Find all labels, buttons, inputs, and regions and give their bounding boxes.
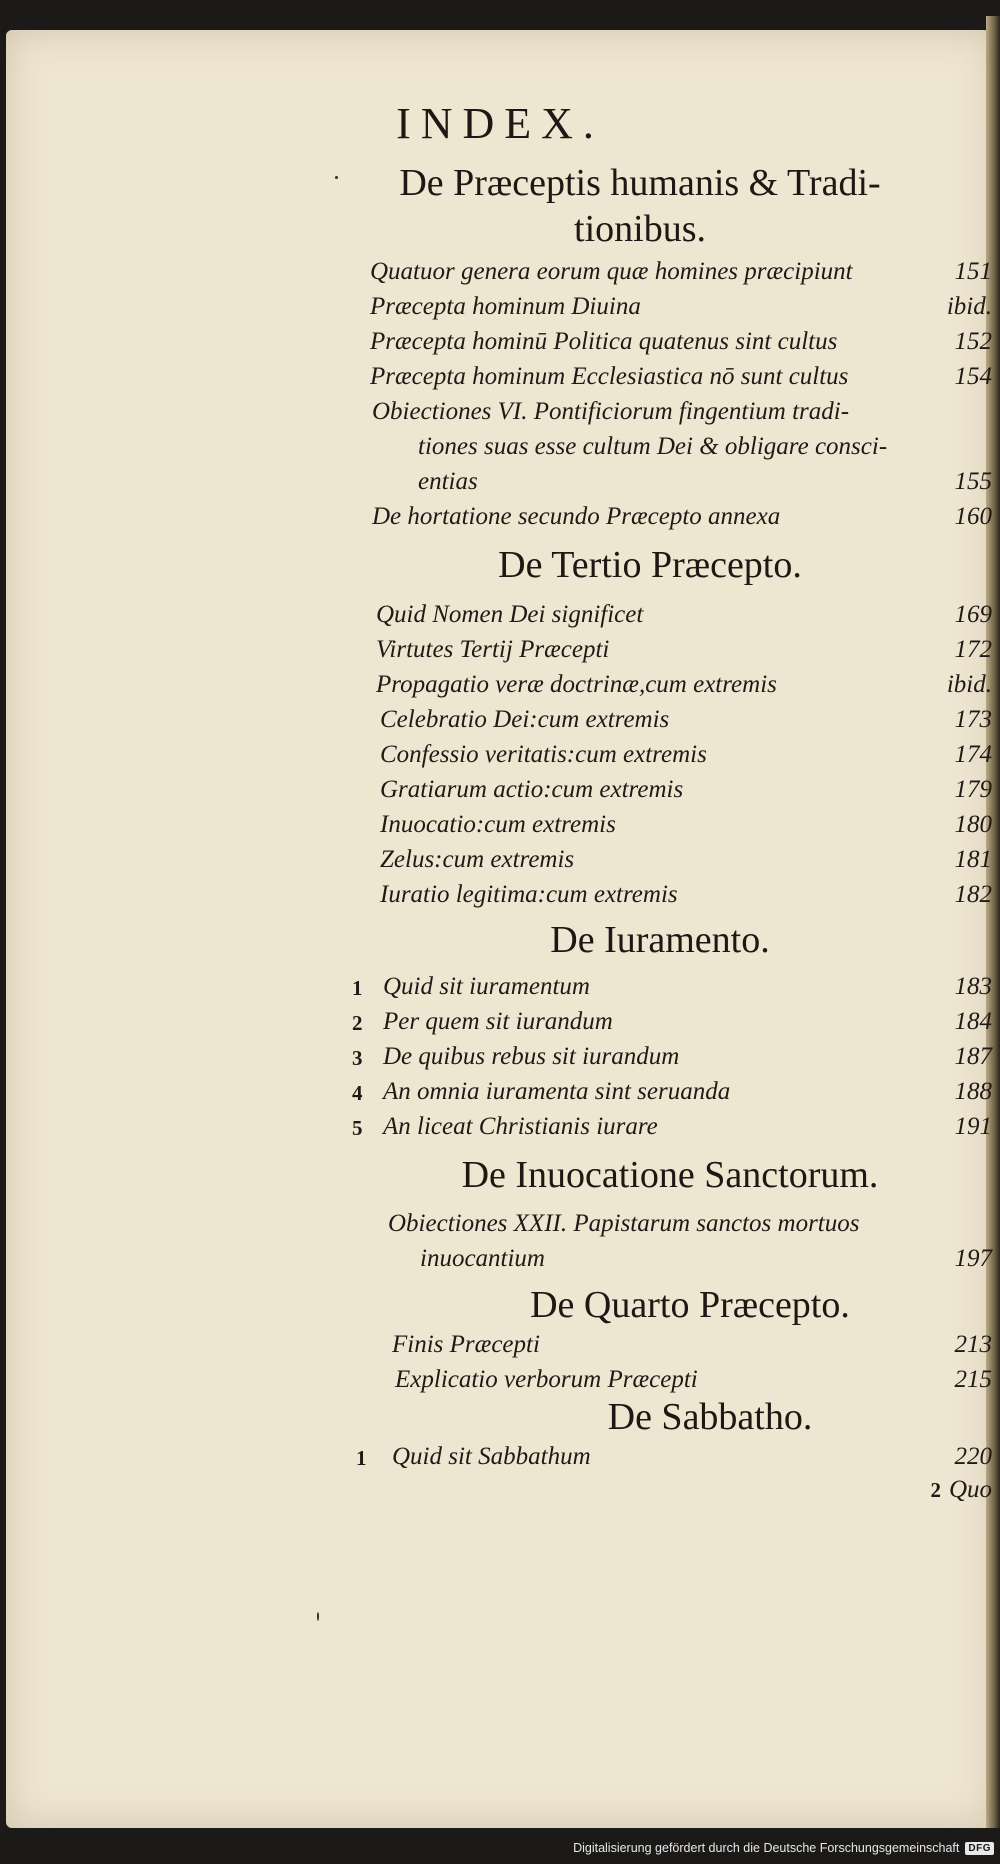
ink-speck [317, 1612, 319, 1621]
entry-text: Per quem sit iurandum [383, 1008, 613, 1035]
entry-page: 191 [954, 1113, 992, 1140]
entry-page: 188 [954, 1078, 992, 1105]
entry-page: 220 [954, 1443, 992, 1470]
entry-page: 184 [954, 1008, 992, 1035]
section-heading-third-precept [330, 542, 970, 588]
entry-page: 155 [954, 468, 992, 495]
entry-page: 183 [954, 973, 992, 1000]
entry-text: Quatuor genera eorum quæ homines præcipiunt [370, 258, 853, 285]
running-head: INDEX. [396, 99, 604, 148]
entry-text-line: inuocantium [420, 1245, 545, 1272]
entry-text: An liceat Christianis iurare [383, 1113, 658, 1140]
entry-page: 187 [954, 1043, 992, 1070]
index-entry [0, 706, 1000, 742]
section-heading-oath [380, 917, 940, 963]
entry-text: Finis Præcepti [392, 1331, 540, 1358]
entry-text-line: Obiectiones XXII. Papistarum sanctos mortuos [388, 1210, 860, 1237]
index-entry [0, 1043, 1000, 1079]
entry-number: 1 [352, 976, 363, 1000]
heading-line: De Tertio Præcepto. [498, 544, 802, 586]
entry-text: De quibus rebus sit iurandum [383, 1043, 680, 1070]
entry-page: ibid. [946, 293, 992, 320]
entry-page: 197 [954, 1245, 992, 1272]
entry-page: 179 [954, 776, 992, 803]
entry-text: Virtutes Tertij Præcepti [376, 636, 610, 663]
entry-text: Confessio veritatis:cum extremis [380, 741, 707, 768]
entry-text: Præcepta hominum Diuina [370, 293, 641, 320]
entry-page: ibid. [946, 671, 992, 698]
funding-credit: Digitalisierung gefördert durch die Deutsche Forschungsgemeinschaft [573, 1841, 960, 1855]
entry-page: 169 [954, 601, 992, 628]
entry-text: Zelus:cum extremis [380, 846, 575, 873]
entry-text-line: Obiectiones VI. Pontificiorum fingentium tradi- [372, 398, 850, 425]
entry-page: 152 [954, 328, 992, 355]
index-entry [0, 1331, 1000, 1367]
index-entry [0, 601, 1000, 637]
entry-text: Præcepta hominū Politica quatenus sint cultus [370, 328, 838, 355]
entry-text: Quid sit iuramentum [383, 973, 590, 1000]
heading-line: De Inuocatione Sanctorum. [461, 1154, 879, 1196]
index-entry [0, 811, 1000, 847]
index-entry [0, 671, 1000, 707]
index-entry [0, 328, 1000, 364]
section-heading-invocation-saints [380, 1152, 960, 1198]
entry-text: Propagatio veræ doctrinæ,cum extremis [376, 671, 777, 698]
index-entry [0, 846, 1000, 882]
entry-text-line: entias [418, 468, 478, 495]
index-entry [0, 293, 1000, 329]
index-entry [0, 973, 1000, 1009]
entry-text: Inuocatio:cum extremis [380, 811, 616, 838]
entry-page: 151 [954, 258, 992, 285]
catchword-number: 2 [930, 1478, 941, 1502]
index-entry [0, 1113, 1000, 1149]
entry-number: 2 [352, 1011, 363, 1035]
entry-page: 154 [954, 363, 992, 390]
index-entry [0, 1245, 1000, 1281]
index-entry [0, 468, 1000, 504]
entry-number: 1 [356, 1446, 367, 1470]
index-entry [0, 1078, 1000, 1114]
index-entry [0, 258, 1000, 294]
entry-page: 181 [954, 846, 992, 873]
entry-page: 213 [954, 1331, 992, 1358]
entry-page: 160 [954, 503, 992, 530]
catchword [930, 1476, 992, 1504]
heading-line: De Quarto Præcepto. [530, 1284, 850, 1326]
entry-page: 174 [954, 741, 992, 768]
index-entry [0, 636, 1000, 672]
entry-page: 180 [954, 811, 992, 838]
heading-line: tionibus. [574, 208, 706, 250]
index-entry [0, 363, 1000, 399]
section-heading-traditions [300, 160, 980, 252]
index-entry [0, 398, 1000, 434]
entry-page: 172 [954, 636, 992, 663]
entry-text: Explicatio verborum Præcepti [395, 1366, 698, 1393]
heading-line: De Iuramento. [550, 919, 770, 961]
entry-page: 182 [954, 881, 992, 908]
section-heading-sabbath [510, 1394, 910, 1440]
entry-text: Gratiarum actio:cum extremis [380, 776, 684, 803]
heading-line: De Præceptis humanis & Tradi- [399, 162, 881, 204]
index-entry [0, 1443, 1000, 1479]
entry-text: Præcepta hominum Ecclesiastica nō sunt cultus [370, 363, 849, 390]
entry-text: Quid Nomen Dei significet [376, 601, 644, 628]
entry-number: 4 [352, 1081, 363, 1105]
section-heading-fourth-precept [460, 1282, 920, 1328]
index-entry [0, 1210, 1000, 1246]
entry-text: Celebratio Dei:cum extremis [380, 706, 670, 733]
index-entry [0, 1008, 1000, 1044]
index-entry [0, 741, 1000, 777]
index-entry [0, 433, 1000, 469]
entry-text: An omnia iuramenta sint seruanda [383, 1078, 731, 1105]
digitization-footer [573, 1838, 994, 1858]
entry-text: De hortatione secundo Præcepto annexa [372, 503, 781, 530]
entry-number: 3 [352, 1046, 363, 1070]
entry-page: 215 [954, 1366, 992, 1393]
heading-line: De Sabbatho. [607, 1396, 813, 1438]
entry-text: Iuratio legitima:cum extremis [380, 881, 678, 908]
index-entry [0, 881, 1000, 917]
entry-number: 5 [352, 1116, 363, 1140]
index-entry [0, 503, 1000, 539]
entry-text-line: tiones suas esse cultum Dei & obligare consci- [418, 433, 888, 460]
dfg-logo: DFG [965, 1842, 994, 1855]
entry-text: Quid sit Sabbathum [392, 1443, 591, 1470]
index-entry [0, 776, 1000, 812]
catchword-text: Quo [948, 1476, 992, 1503]
entry-page: 173 [954, 706, 992, 733]
